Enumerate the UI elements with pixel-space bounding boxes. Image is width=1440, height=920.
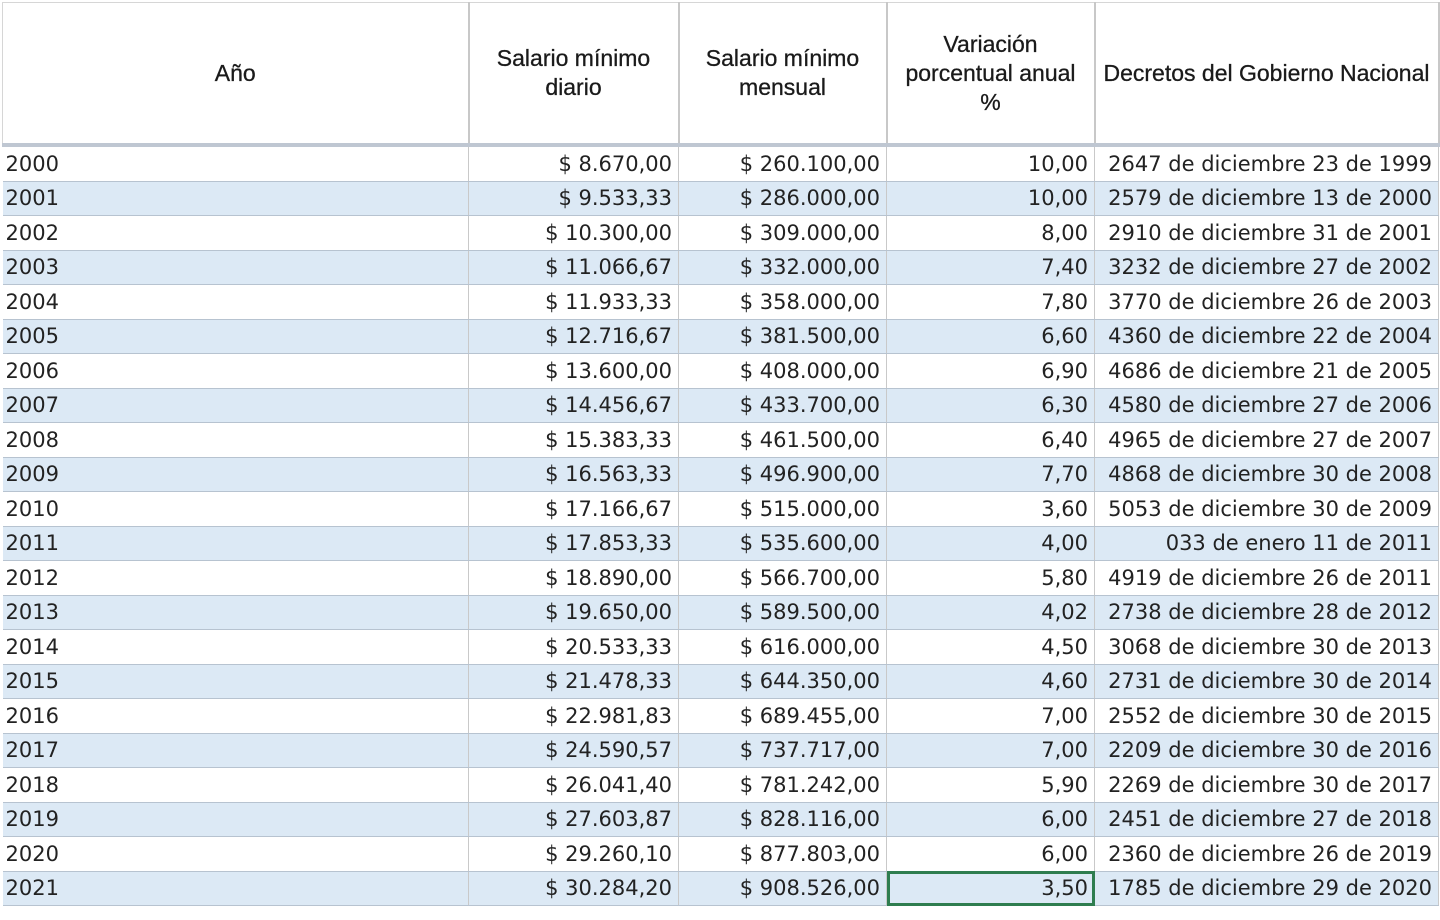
cell-salario-diario[interactable]: $ 22.981,83 <box>469 699 679 734</box>
cell-salario-mensual[interactable]: $ 433.700,00 <box>679 388 887 423</box>
cell-decreto[interactable]: 4686 de diciembre 21 de 2005 <box>1095 354 1439 389</box>
cell-salario-mensual[interactable]: $ 260.100,00 <box>679 145 887 181</box>
cell-variacion[interactable]: 3,60 <box>887 492 1095 527</box>
cell-decreto[interactable]: 1785 de diciembre 29 de 2020 <box>1095 871 1439 906</box>
cell-ano[interactable]: 2008 <box>3 423 469 458</box>
cell-decreto[interactable]: 2910 de diciembre 31 de 2001 <box>1095 216 1439 251</box>
cell-salario-mensual[interactable]: $ 309.000,00 <box>679 216 887 251</box>
table-row <box>3 561 1439 596</box>
cell-salario-mensual[interactable]: $ 689.455,00 <box>679 699 887 734</box>
cell-decreto[interactable]: 2647 de diciembre 23 de 1999 <box>1095 145 1439 181</box>
cell-variacion[interactable]: 6,90 <box>887 354 1095 389</box>
table-row <box>3 216 1439 251</box>
cell-salario-diario[interactable]: $ 17.853,33 <box>469 526 679 561</box>
cell-salario-diario[interactable]: $ 11.066,67 <box>469 250 679 285</box>
table-row <box>3 837 1439 872</box>
minimum-wage-table <box>2 2 1440 906</box>
cell-salario-diario[interactable]: $ 15.383,33 <box>469 423 679 458</box>
header-variacion-porcentual[interactable]: Variación porcentual anual % <box>887 3 1095 146</box>
cell-decreto[interactable]: 4919 de diciembre 26 de 2011 <box>1095 561 1439 596</box>
table-row <box>3 595 1439 630</box>
cell-decreto[interactable]: 2552 de diciembre 30 de 2015 <box>1095 699 1439 734</box>
cell-variacion[interactable]: 7,00 <box>887 733 1095 768</box>
cell-ano[interactable]: 2021 <box>3 871 469 906</box>
cell-ano[interactable]: 2011 <box>3 526 469 561</box>
table-row <box>3 388 1439 423</box>
cell-decreto[interactable]: 2579 de diciembre 13 de 2000 <box>1095 181 1439 216</box>
header-row <box>3 3 1439 146</box>
cell-variacion[interactable]: 5,90 <box>887 768 1095 803</box>
cell-salario-mensual[interactable]: $ 358.000,00 <box>679 285 887 320</box>
cell-salario-diario[interactable]: $ 10.300,00 <box>469 216 679 251</box>
cell-salario-diario[interactable]: $ 30.284,20 <box>469 871 679 906</box>
table-row <box>3 871 1439 906</box>
cell-ano[interactable]: 2004 <box>3 285 469 320</box>
cell-salario-mensual[interactable]: $ 644.350,00 <box>679 664 887 699</box>
cell-salario-mensual[interactable]: $ 496.900,00 <box>679 457 887 492</box>
cell-variacion[interactable]: 7,40 <box>887 250 1095 285</box>
cell-ano[interactable]: 2005 <box>3 319 469 354</box>
table-body <box>3 145 1439 906</box>
cell-salario-diario[interactable]: $ 13.600,00 <box>469 354 679 389</box>
cell-salario-diario[interactable]: $ 19.650,00 <box>469 595 679 630</box>
cell-variacion[interactable]: 4,50 <box>887 630 1095 665</box>
cell-variacion[interactable]: 4,00 <box>887 526 1095 561</box>
cell-ano[interactable]: 2007 <box>3 388 469 423</box>
cell-variacion[interactable]: 6,30 <box>887 388 1095 423</box>
cell-ano[interactable]: 2020 <box>3 837 469 872</box>
cell-salario-mensual[interactable]: $ 515.000,00 <box>679 492 887 527</box>
cell-variacion[interactable]: 6,00 <box>887 837 1095 872</box>
cell-decreto[interactable]: 4580 de diciembre 27 de 2006 <box>1095 388 1439 423</box>
cell-salario-diario[interactable]: $ 21.478,33 <box>469 664 679 699</box>
header-salario-diario[interactable]: Salario mínimo diario <box>469 3 679 146</box>
cell-ano[interactable]: 2019 <box>3 802 469 837</box>
table-row <box>3 492 1439 527</box>
cell-decreto[interactable]: 2738 de diciembre 28 de 2012 <box>1095 595 1439 630</box>
cell-salario-mensual[interactable]: $ 381.500,00 <box>679 319 887 354</box>
cell-ano[interactable]: 2018 <box>3 768 469 803</box>
cell-variacion[interactable]: 4,02 <box>887 595 1095 630</box>
cell-salario-diario[interactable]: $ 9.533,33 <box>469 181 679 216</box>
cell-salario-diario[interactable]: $ 27.603,87 <box>469 802 679 837</box>
cell-salario-mensual[interactable]: $ 461.500,00 <box>679 423 887 458</box>
cell-ano[interactable]: 2017 <box>3 733 469 768</box>
cell-salario-mensual[interactable]: $ 828.116,00 <box>679 802 887 837</box>
cell-salario-diario[interactable]: $ 14.456,67 <box>469 388 679 423</box>
cell-decreto[interactable]: 3232 de diciembre 27 de 2002 <box>1095 250 1439 285</box>
cell-decreto[interactable]: 2731 de diciembre 30 de 2014 <box>1095 664 1439 699</box>
cell-decreto[interactable]: 4360 de diciembre 22 de 2004 <box>1095 319 1439 354</box>
cell-ano[interactable]: 2002 <box>3 216 469 251</box>
cell-salario-mensual[interactable]: $ 616.000,00 <box>679 630 887 665</box>
cell-ano[interactable]: 2014 <box>3 630 469 665</box>
cell-variacion[interactable]: 7,00 <box>887 699 1095 734</box>
cell-decreto[interactable]: 3068 de diciembre 30 de 2013 <box>1095 630 1439 665</box>
cell-salario-mensual[interactable]: $ 589.500,00 <box>679 595 887 630</box>
cell-salario-mensual[interactable]: $ 877.803,00 <box>679 837 887 872</box>
table-row <box>3 319 1439 354</box>
cell-salario-diario[interactable]: $ 11.933,33 <box>469 285 679 320</box>
cell-salario-mensual[interactable]: $ 535.600,00 <box>679 526 887 561</box>
cell-variacion[interactable]: 10,00 <box>887 145 1095 181</box>
cell-decreto[interactable]: 3770 de diciembre 26 de 2003 <box>1095 285 1439 320</box>
cell-salario-diario[interactable]: $ 24.590,57 <box>469 733 679 768</box>
cell-ano[interactable]: 2000 <box>3 145 469 181</box>
cell-decreto[interactable]: 2360 de diciembre 26 de 2019 <box>1095 837 1439 872</box>
cell-ano[interactable]: 2015 <box>3 664 469 699</box>
table-row <box>3 526 1439 561</box>
table-row <box>3 630 1439 665</box>
header-ano[interactable]: Año <box>3 3 469 146</box>
cell-variacion[interactable]: 6,60 <box>887 319 1095 354</box>
table-row <box>3 664 1439 699</box>
cell-salario-diario[interactable]: $ 29.260,10 <box>469 837 679 872</box>
cell-variacion[interactable]: 3,50 <box>887 871 1095 906</box>
cell-ano[interactable]: 2006 <box>3 354 469 389</box>
cell-salario-diario[interactable]: $ 18.890,00 <box>469 561 679 596</box>
cell-variacion[interactable]: 6,00 <box>887 802 1095 837</box>
table-row <box>3 181 1439 216</box>
table-row <box>3 733 1439 768</box>
table-row <box>3 423 1439 458</box>
cell-salario-diario[interactable]: $ 16.563,33 <box>469 457 679 492</box>
cell-ano[interactable]: 2003 <box>3 250 469 285</box>
header-salario-mensual[interactable]: Salario mínimo mensual <box>679 3 887 146</box>
cell-salario-diario[interactable]: $ 12.716,67 <box>469 319 679 354</box>
cell-salario-diario[interactable]: $ 20.533,33 <box>469 630 679 665</box>
table-row <box>3 354 1439 389</box>
cell-ano[interactable]: 2009 <box>3 457 469 492</box>
cell-salario-mensual[interactable]: $ 286.000,00 <box>679 181 887 216</box>
cell-decreto[interactable]: 2209 de diciembre 30 de 2016 <box>1095 733 1439 768</box>
table-row <box>3 145 1439 181</box>
cell-salario-mensual[interactable]: $ 781.242,00 <box>679 768 887 803</box>
cell-salario-diario[interactable]: $ 8.670,00 <box>469 145 679 181</box>
table-row <box>3 250 1439 285</box>
cell-decreto[interactable]: 5053 de diciembre 30 de 2009 <box>1095 492 1439 527</box>
cell-variacion[interactable]: 5,80 <box>887 561 1095 596</box>
cell-variacion[interactable]: 8,00 <box>887 216 1095 251</box>
cell-variacion[interactable]: 7,80 <box>887 285 1095 320</box>
header-decretos[interactable]: Decretos del Gobierno Nacional <box>1095 3 1439 146</box>
cell-salario-mensual[interactable]: $ 332.000,00 <box>679 250 887 285</box>
cell-salario-mensual[interactable]: $ 737.717,00 <box>679 733 887 768</box>
table-row <box>3 285 1439 320</box>
cell-ano[interactable]: 2013 <box>3 595 469 630</box>
table-row <box>3 457 1439 492</box>
cell-salario-mensual[interactable]: $ 908.526,00 <box>679 871 887 906</box>
cell-salario-diario[interactable]: $ 17.166,67 <box>469 492 679 527</box>
cell-ano[interactable]: 2012 <box>3 561 469 596</box>
cell-variacion[interactable]: 6,40 <box>887 423 1095 458</box>
cell-salario-diario[interactable]: $ 26.041,40 <box>469 768 679 803</box>
cell-variacion[interactable]: 10,00 <box>887 181 1095 216</box>
cell-ano[interactable]: 2001 <box>3 181 469 216</box>
cell-variacion[interactable]: 4,60 <box>887 664 1095 699</box>
cell-ano[interactable]: 2016 <box>3 699 469 734</box>
cell-decreto[interactable]: 4868 de diciembre 30 de 2008 <box>1095 457 1439 492</box>
cell-decreto[interactable]: 2451 de diciembre 27 de 2018 <box>1095 802 1439 837</box>
cell-decreto[interactable]: 2269 de diciembre 30 de 2017 <box>1095 768 1439 803</box>
table-row <box>3 768 1439 803</box>
cell-decreto[interactable]: 4965 de diciembre 27 de 2007 <box>1095 423 1439 458</box>
cell-salario-mensual[interactable]: $ 408.000,00 <box>679 354 887 389</box>
table-row <box>3 802 1439 837</box>
cell-decreto[interactable]: 033 de enero 11 de 2011 <box>1095 526 1439 561</box>
table-row <box>3 699 1439 734</box>
cell-salario-mensual[interactable]: $ 566.700,00 <box>679 561 887 596</box>
cell-ano[interactable]: 2010 <box>3 492 469 527</box>
cell-variacion[interactable]: 7,70 <box>887 457 1095 492</box>
